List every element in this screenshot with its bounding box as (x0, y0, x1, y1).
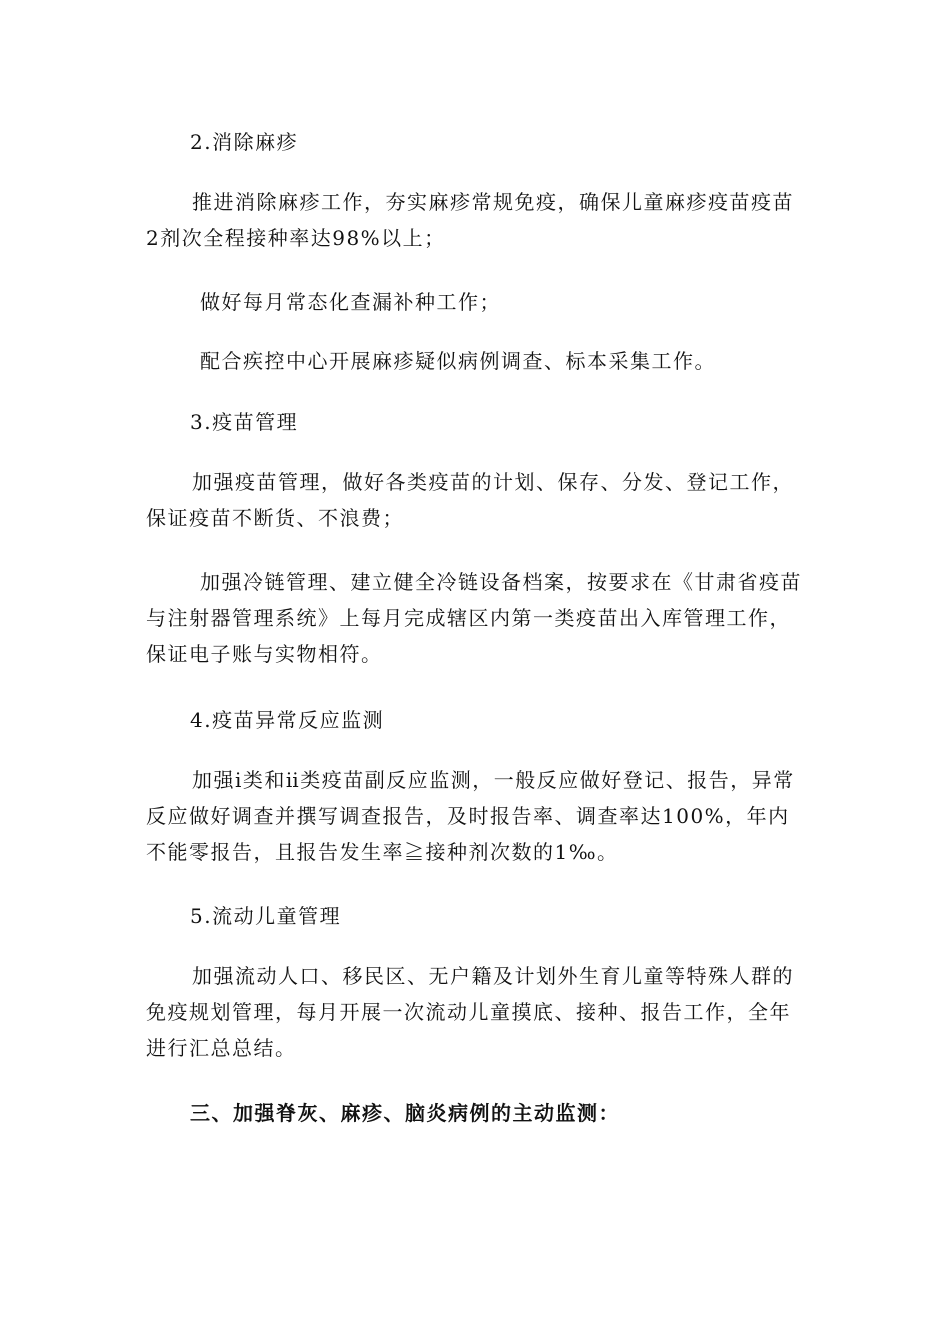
section-4-paragraph-1: 加强ⅰ类和ⅱ类疫苗副反应监测，一般反应做好登记、报告，异常反应做好调查并撰写调查报告，及时报告率、调查率达100%，年内不能零报告，且报告发生率≧接种剂次数的1‰。 (146, 768, 795, 864)
section-4-heading: 4.疫苗异常反应监测 (190, 708, 385, 732)
section-3-paragraph-1: 加强疫苗管理，做好各类疫苗的计划、保存、分发、登记工作，保证疫苗不断货、不浪费； (146, 470, 794, 530)
section-2-heading: 2.消除麻疹 (190, 130, 299, 154)
section-2-paragraph-2: 做好每月常态化查漏补种工作； (200, 290, 501, 314)
section-2-paragraph-3: 配合疾控中心开展麻疹疑似病例调查、标本采集工作。 (200, 349, 716, 373)
section-3-paragraph-2: 加强冷链管理、建立健全冷链设备档案，按要求在《甘肃省疫苗与注射器管理系统》上每月完成辖区内第一类疫苗出入库管理工作，保证电子账与实物相符。 (146, 570, 802, 666)
section-2-paragraph-1: 推进消除麻疹工作，夯实麻疹常规免疫，确保儿童麻疹疫苗疫苗2剂次全程接种率达98%以上； (146, 190, 794, 250)
section-5-heading: 5.流动儿童管理 (190, 904, 342, 928)
section-5-paragraph-1: 加强流动人口、移民区、无户籍及计划外生育儿童等特殊人群的免疫规划管理，每月开展一次流动儿童摸底、接种、报告工作，全年进行汇总总结。 (146, 964, 794, 1060)
section-3-heading: 3.疫苗管理 (190, 410, 299, 434)
part-3-heading: 三、加强脊灰、麻疹、脑炎病例的主动监测： (190, 1101, 620, 1125)
